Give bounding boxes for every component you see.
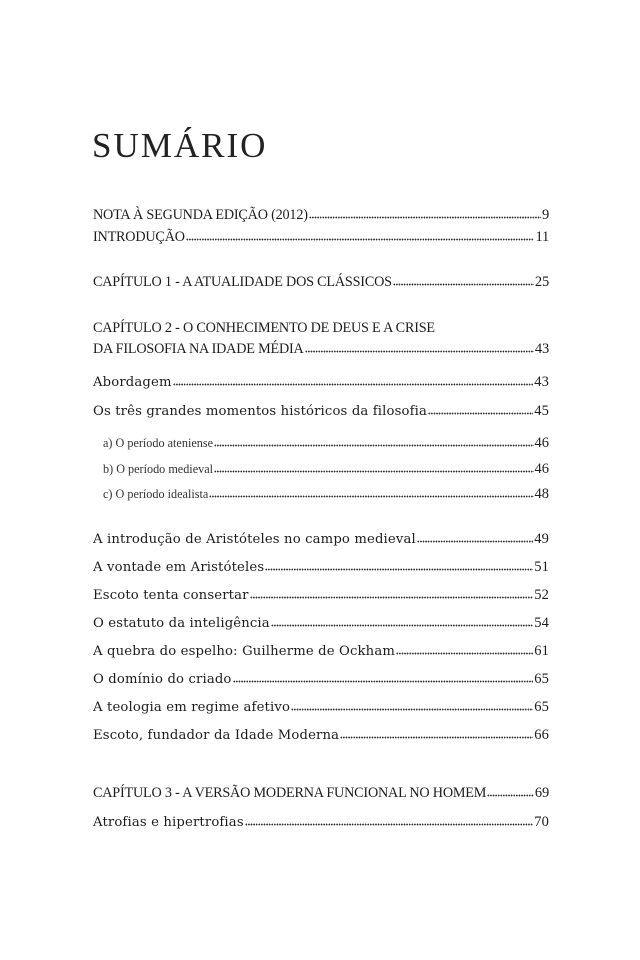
toc-entry-tres-grandes-momentos[interactable] [93,401,549,422]
toc-entry-page: 43 [534,374,549,390]
toc-entry-page: 49 [534,531,549,547]
toc-entry-capitulo-3[interactable] [93,783,549,803]
dot-leader [250,589,534,599]
toc-entry-page: 66 [534,727,549,743]
toc-entry-capitulo-1[interactable] [93,272,549,292]
dot-leader [428,405,533,415]
toc-entry-page: 25 [534,274,549,290]
toc-entry-page: 51 [534,559,549,575]
dot-leader [309,209,541,219]
toc-entry-label: CAPÍTULO 3 - A VERSÃO MODERNA FUNCIONAL NO HOMEM [93,785,487,801]
toc-entry-label: CAPÍTULO 1 - A ATUALIDADE DOS CLÁSSICOS [93,274,392,290]
toc-entry-vontade-aristoteles[interactable] [93,557,549,578]
page-title: SUMÁRIO [92,126,268,165]
toc-entry-capitulo-2[interactable] [93,318,549,338]
toc-entry-page: 9 [541,207,549,223]
toc-entry-page: 52 [534,587,549,603]
toc-entry-label: O estatuto da inteligência [93,616,270,631]
toc-entry-page: 11 [535,229,549,245]
toc-entry-introducao-aristoteles[interactable] [93,529,549,550]
toc-entry-estatuto-inteligencia[interactable] [93,613,549,634]
toc-entry-label: Escoto tenta consertar [93,588,249,603]
toc-entry-capitulo-2-line2[interactable] [93,339,549,359]
toc-entry-teologia-regime-afetivo[interactable] [93,697,549,718]
toc-entry-page: 45 [534,403,549,419]
toc-entry-label-line1: CAPÍTULO 2 - O CONHECIMENTO DE DEUS E A CRISE [93,320,435,336]
toc-entry-label: NOTA À SEGUNDA EDIÇÃO (2012) [93,207,308,223]
dot-leader [487,787,534,797]
toc-entry-label: b) O período medieval [103,462,213,476]
toc-entry-page: 43 [534,341,549,357]
toc-entry-label: A teologia em regime afetivo [93,700,291,715]
toc-entry-dominio-criado[interactable] [93,669,549,690]
toc-entry-page: 65 [534,699,549,715]
dot-leader [417,533,533,543]
toc-entry-quebra-espelho[interactable] [93,641,549,662]
toc-entry-label: A vontade em Aristóteles [93,560,265,575]
toc-entry-page: 54 [534,615,549,631]
dot-leader [393,276,534,286]
toc-entry-escoto-fundador[interactable] [93,725,549,746]
dot-leader [233,673,534,683]
toc-entry-label: c) O período idealista [103,487,209,501]
dot-leader [214,463,534,473]
toc-entry-escoto-tenta-consertar[interactable] [93,585,549,606]
toc-entry-label: Escoto, fundador da Idade Moderna [93,728,340,743]
toc-entry-label: Atrofias e hipertrofias [93,815,244,830]
toc-entry-nota-segunda-edicao[interactable] [93,205,549,225]
dot-leader [340,729,533,739]
toc-entry-atrofias-hipertrofias[interactable] [93,812,549,833]
dot-leader [209,488,533,498]
toc-entry-label: a) O período ateniense [103,436,213,450]
toc-subentry-periodo-medieval[interactable] [103,459,549,479]
dot-leader [186,231,535,241]
toc-entry-label-line2: DA FILOSOFIA NA IDADE MÉDIA [93,341,304,357]
dot-leader [305,343,534,353]
toc-entry-introducao[interactable] [93,227,549,247]
dot-leader [245,816,533,826]
dot-leader [214,437,534,447]
toc-subentry-periodo-ateniense[interactable] [103,433,549,453]
toc-entry-page: 65 [534,671,549,687]
dot-leader [173,376,534,386]
toc-entry-label: Abordagem [93,375,172,390]
toc-subentry-periodo-idealista[interactable] [103,484,549,504]
toc-entry-page: 69 [534,785,549,801]
toc-entry-abordagem[interactable] [93,372,549,393]
toc-entry-label: A quebra do espelho: Guilherme de Ockham [93,644,395,659]
dot-leader [396,645,533,655]
toc-entry-page: 46 [534,461,549,477]
dot-leader [291,701,533,711]
dot-leader [265,561,533,571]
toc-entry-page: 48 [534,486,549,502]
toc-entry-page: 61 [534,643,549,659]
toc-entry-label: A introdução de Aristóteles no campo medieval [93,532,416,547]
toc-entry-label: INTRODUÇÃO [93,229,185,245]
toc-entry-page: 46 [534,435,549,451]
dot-leader [271,617,533,627]
toc-entry-label: O domínio do criado [93,672,232,687]
toc-entry-page: 70 [534,814,549,830]
toc-entry-label: Os três grandes momentos históricos da filosofia [93,404,428,419]
